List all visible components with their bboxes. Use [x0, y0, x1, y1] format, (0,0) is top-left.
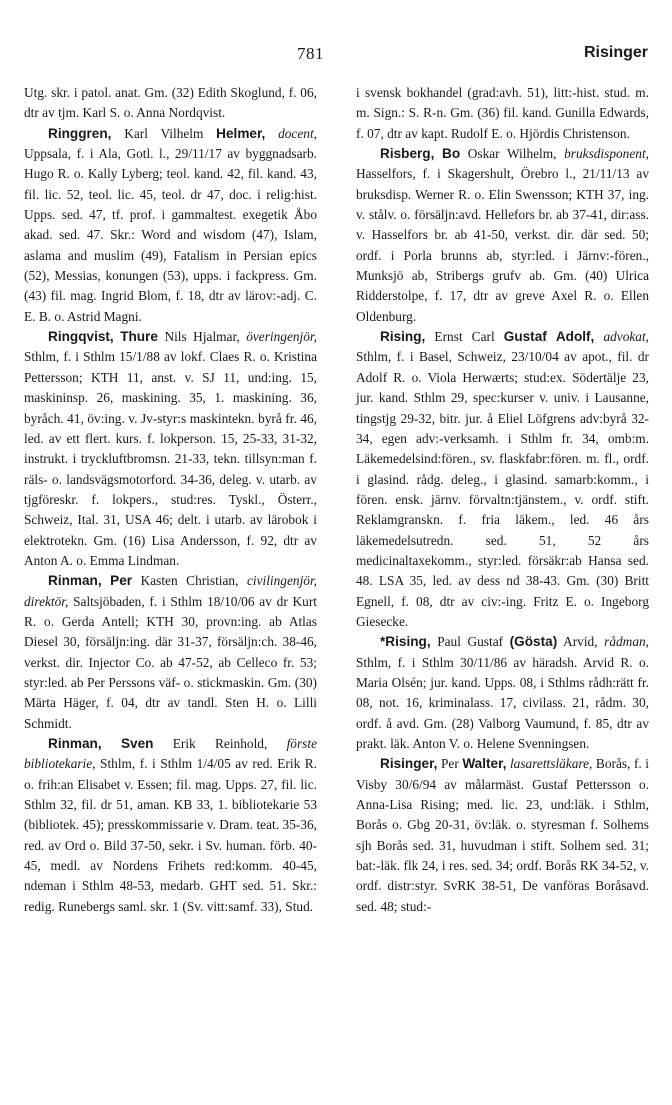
entry — [24, 83, 317, 124]
right-column — [356, 83, 649, 917]
entry-given-names — [434, 146, 442, 161]
entry-body: Sthlm, f. i Basel, Schweiz, 23/10/04 av apot., fil. dr Adolf R. o. Viola Herwærts; stud:ex. Södertälje 23, jur. kand. Sthlm 29, spec:kurser v. univ. i Lausanne, tingstjg 29-32, bitr. jur. å Eliel Löfgrens adv:byrå 32-34, egen adv:-verksamh. i Sthlm fr. 34, omb:m. Läkemedelsind:fören., sv. flaskfabr:fören. m. fl., ordf. i glasind. rådg. deleg., i glasind. samarb:komm., i fören. ensk. järnv. förvaltn:tjänstem., v. ordf. stift. Reklamgranskn. f. fria läkem., led. 46 års läkemedelsutredn. sed. 51, 52 års medicinaltaxekomm., styr:led. försäkr:ab Hansa sed. 48. LSA 35, led. av dess nd 38-43. Gm. (30) Britt Egnell, f. 08, dtr av civ:-ing. Fritz E. o. Ingeborg Giesecke. — [356, 349, 649, 629]
entry-surname: Rising, — [380, 329, 426, 345]
entry-body: Sthlm, f. i Sthlm 1/4/05 av red. Erik R. o. frih:an Elisabet v. Essen; fil. mag. Upps. 27, fil. lic. Sthlm 32, fil. dr 51, aman. KB 33, 1. bibliotekarie 53 (bibliotek. 45); presskommissarie v. Dram. teat. 35-36, red. av Ord o. Bild 37-50, sekr. i Sv. human. förb. 40-45, medl. av Nordens Frihets red:komm. 40-45, ndeman i Sthlm 48-53, medarb. GHT sed. 51. Skr.: redig. Runebergs saml. skr. 1 (Sv. vitt:samf. 33), Stud. — [24, 756, 317, 914]
left-column — [24, 83, 317, 917]
entry-surname: Rinman, — [48, 736, 102, 751]
page-number: 781 — [297, 44, 324, 63]
entry — [356, 632, 649, 754]
entry-surname: Ringqvist, — [48, 329, 114, 345]
entry-callname: Walter, — [462, 756, 507, 772]
entry — [24, 124, 317, 327]
entry — [24, 571, 317, 734]
entry-title-prefix: Nils Hjalmar, — [157, 329, 247, 345]
entry — [356, 754, 649, 917]
entry-title: rådman, — [604, 634, 649, 650]
entry-title-prefix: Arvid, — [557, 634, 605, 650]
entry-callname: Sven — [120, 736, 154, 751]
entry-surname: Ringgren, — [48, 125, 112, 141]
entry-title: docent, — [278, 125, 317, 141]
entry-body: Utg. skr. i patol. anat. Gm. (32) Edith Skoglund, f. 06, dtr av tjm. Karl S. o. Anna Nordqvist. — [24, 85, 317, 121]
entry-callname: Per — [110, 573, 133, 589]
entry-title: lasarettsläkare, — [509, 756, 593, 772]
entry — [356, 83, 649, 144]
page-header — [0, 30, 672, 63]
entry — [356, 327, 649, 632]
entry-title-prefix: Oskar Wilhelm, — [460, 146, 565, 162]
entry-body: i svensk bokhandel (grad:avh. 51), litt:-hist. stud. m. m. Sign.: S. R-n. Gm. (36) fil. kand. Gunilla Edwards, f. 07, dtr av kapt. Rudolf E. o. Hjördis Christenson. — [356, 85, 649, 141]
entry-body: Borås, f. i Visby 30/6/94 av målarmäst. Gustaf Pettersson o. Anna-Lisa Rising; med. lic. 23, und:läk. i Sthlm, Borås o. Gbg 20-31, öv:läk. o. styresman f. Solhems sjh Borås sed. 31, huvudman i stift. Solhem sed. 31; bat:-läk. flk 24, i res. sed. 34; ordf. Borås RK 34-52, v. ordf. distr:styr. SvRK 38-51, De vanföras Boråsavd. sed. 48; stud:- — [356, 756, 649, 914]
entry-title-prefix: Kasten Christian, — [132, 573, 247, 589]
entry-body: Hasselfors, f. i Skagershult, Örebro l., 21/11/13 av bruksdisp. Werner R. o. Elin Swensson; KTH 37, ing. v. stålv. o. försäljn:avd. Hellefors br. ab 37-41, dir:ass. v. Hasselfors br. ab 41-50, verkst. dir. där sed. 50; ordf. i Porla brunns ab, styr:led. i Järnv:-fören., Munksjö ab, Stribergs grufv ab. Gm. (40) Ulrica Ridderstolpe, f. 17, dtr av greve Axel R. o. Ellen Oldenburg. — [356, 166, 649, 324]
entry-given-names — [102, 736, 121, 751]
entry-given-names — [102, 573, 111, 588]
entry-surname: Risinger, — [380, 756, 438, 772]
entry-title: bruksdisponent, — [564, 146, 649, 162]
entry-body: Sthlm, f. i Sthlm 30/11/86 av häradsh. Arvid R. o. Maria Olsén; jur. kand. Upps. 08, i Sthlms rådh:rätt fr. 08, not. 16, kriminalass. 17, civilass. 21, rådm. 30, ordf. å avd. Gm. (28) Valborg Vaumund, f. 85, dtr av prakt. läk. Anton V. o. Helene Svenningsen. — [356, 654, 649, 751]
entry-given-names: Paul Gustaf — [430, 634, 510, 650]
entry-body: Sthlm, f. i Sthlm 15/1/88 av lokf. Claes R. o. Kristina Pettersson; KTH 11, anst. v. SJ 11, und:ing. 15, maskininsp. 26, maskining. 35, 1. maskining. 36, byråch. 41, öv:ing. v. Jv-styr:s maskintekn. byrå fr. 46, led. av ett flert. kurs. f. lokperson. 15, 25-33, 31-32, instrukt. i tryckluftbromsn. 21-33, tekn. tillsyn:man f. räls- o. landsvägsmotorford. 34-36, deleg. v. utarb. av tjgföreskr. f. lokpers., stud:res. Tyskl., Österr., Schweiz, Ital. 31, USA 46; delt. i utarb. av lärobok i elektrotekn. Gm. (16) Lisa Andersson, f. 92, dtr av Anton A. o. Emma Lindman. — [24, 349, 317, 568]
entry-given-names: Per — [437, 756, 463, 772]
entry-callname: Helmer, — [216, 125, 266, 141]
entry-surname: Risberg, — [380, 146, 435, 162]
entry-surname: Rinman, — [48, 573, 102, 589]
entry — [356, 144, 649, 327]
entry-body: Uppsala, f. i Ala, Gotl. l., 29/11/17 av byggnadsarb. Hugo R. o. Kally Lyberg; teol. kand. 42, fil. kand. 43, fil. lic. 52, teol. lic. 45, teol. dr 47, doc. i relig:hist. Upps. sed. 47, tf. prof. i gammaltest. exegetik Åbo akad. sed. 47. Skr.: Word and wisdom (47), Islam, aslama and muslim (49), Fatalism in Persian epics (52), Messias, konungen (53), upps. i fackpress. Gm. (43) fil. mag. Ingrid Blom, f. 18, dtr av lärov:-adj. C. E. B. o. Astrid Magni. — [24, 146, 317, 324]
entry-title: civilingenjör, direktör, — [24, 573, 317, 609]
running-head: Risinger — [583, 44, 648, 61]
entry-surname: *Rising, — [380, 634, 431, 650]
entry-callname: Bo — [442, 146, 461, 162]
entry-body: Saltsjöbaden, f. i Sthlm 18/10/06 av dr Kurt R. o. Gerda Antell; KTH 30, provn:ing. ab Atlas Diesel 30, försäljn:ing. där 31-37, försäljn:ch. 38-46, verkst. dir. Injector Co. ab 47-52, ab Celleco fr. 53; styr:led. ab Per Perssons väf- o. stickmaskin. Gm. (30) Märta Häger, f. 04, dtr av tandl. Sten H. o. Lilli Schmidt. — [24, 593, 317, 731]
entry-title: överingenjör, — [246, 329, 317, 345]
entry-title-prefix: Erik Reinhold, — [153, 736, 287, 751]
entry-given-names: Karl Vilhelm — [111, 125, 217, 141]
entry — [24, 734, 317, 917]
entry-given-names: Ernst Carl — [425, 329, 504, 345]
entry-title: förste bibliotekarie, — [24, 736, 317, 772]
entry — [24, 327, 317, 571]
entry-callname: Thure — [120, 329, 158, 345]
entry-title: advokat, — [603, 329, 650, 345]
entry-callname: (Gösta) — [509, 634, 558, 650]
entry-callname: Gustaf Adolf, — [503, 329, 595, 345]
